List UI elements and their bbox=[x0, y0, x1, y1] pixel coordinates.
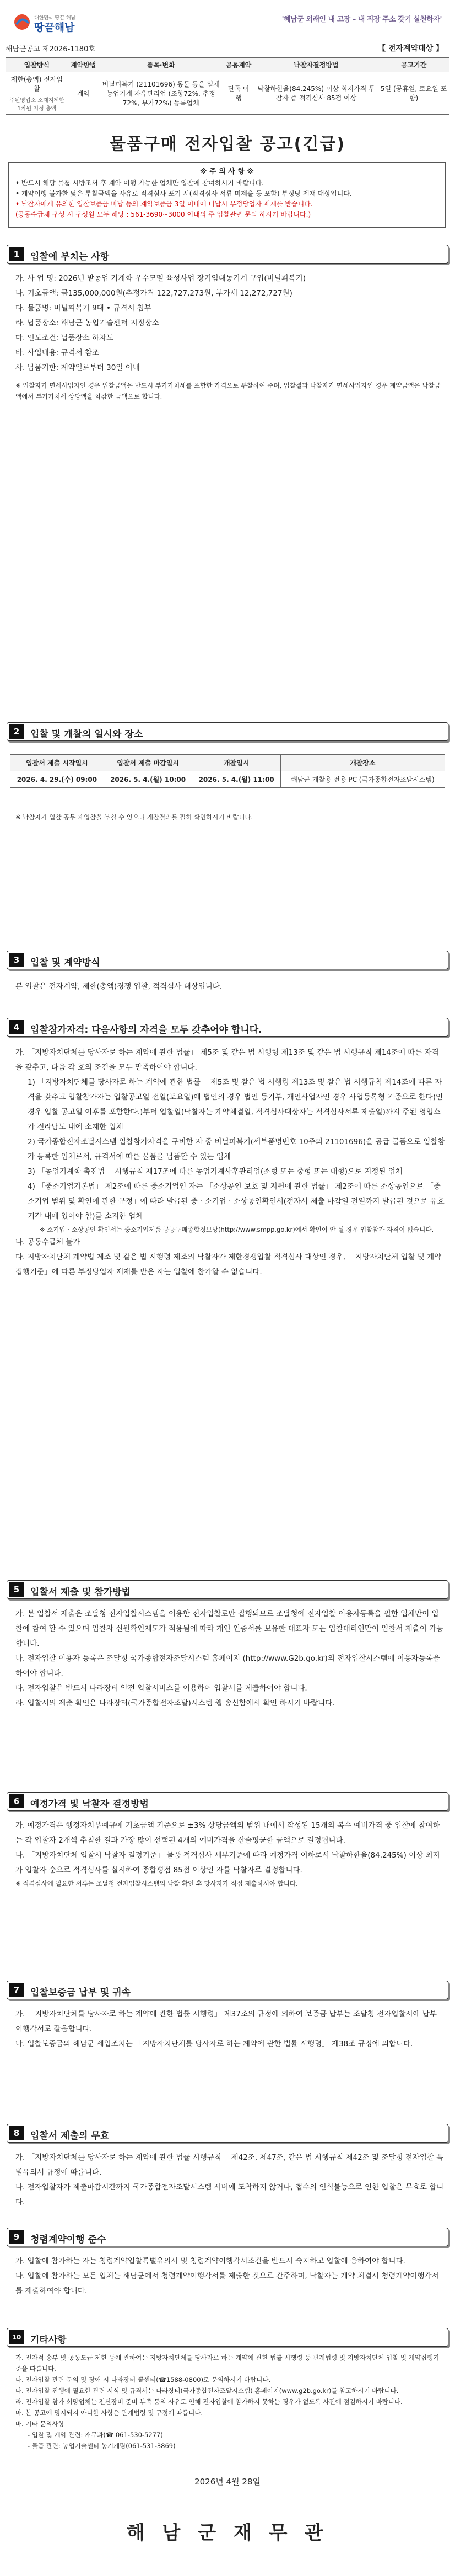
footer-date: 2026년 4월 28일 bbox=[194, 2477, 261, 2487]
section-title: 입찰참가자격: 다음사항의 자격을 모두 갖추어야 합니다. bbox=[30, 1024, 262, 1035]
section-title: 입찰서 제출 및 참가방법 bbox=[30, 1587, 131, 1598]
summary-table bbox=[6, 57, 449, 115]
notice-line: (공동수급체 구성 시 구성원 모두 해당 : 561-3690~3000 이내의 주 입찰관련 문의 하시기 바랍니다.) bbox=[15, 211, 311, 218]
section-number: 3 bbox=[9, 953, 24, 967]
s10-line: 가. 전자적 송부 및 공동도급 제한 등에 관하여는 지방자치단체를 당사자로 하는 계약에 관한 법률 시행령 등 관계법령 및 지방자치단체 입찰 및 계약집행기준을 따릅니다. bbox=[15, 2354, 440, 2373]
svg-text:땅끝해남: 땅끝해남 bbox=[34, 22, 75, 34]
s8-line: 나. 전자입찰자가 제출마감시간까지 국가종합전자조달시스템 서버에 도착하지 않거나, 접수의 인식불능으로 인한 입찰은 무효로 합니다. bbox=[15, 2183, 444, 2207]
section-4-body bbox=[15, 1045, 445, 1280]
summary-row bbox=[6, 72, 449, 115]
summary-header: 공고기간 bbox=[378, 58, 449, 72]
section-title: 입찰에 부치는 사항 bbox=[30, 251, 110, 262]
summary-header: 낙찰자결정방법 bbox=[254, 58, 378, 72]
schedule-row bbox=[10, 771, 445, 788]
s4-line: 다. 지방자치단체 계약법 제조 및 같은 법 시행령 제조의 낙찰자가 제한경쟁입찰 적격심사 대상인 경우, 「지방자치단체 입찰 및 계약 집행기준」에 따른 부정당업자 제재를 받은 자는 입찰에 참가할 수 없습니다. bbox=[15, 1253, 442, 1276]
section-7-body bbox=[15, 2007, 445, 2052]
schedule-header: 입찰서 제출 시작일시 bbox=[10, 755, 104, 771]
s10-line: 바. 기타 문의사항 bbox=[15, 2420, 64, 2428]
notice-line: • 계약이행 불가한 낮은 투찰금액을 사유로 적격심사 포기 시(적격심사 서류 미제출 등 포함) 부정당 제재 대상입니다. bbox=[15, 190, 352, 197]
section-title: 입찰 및 계약방식 bbox=[30, 957, 100, 968]
section-number: 10 bbox=[9, 2330, 24, 2344]
s4-line: 1) 「지방자치단체를 당사자로 하는 계약에 관한 법률」 제5조 및 같은 법 시행령 제13조 및 같은 법 시행규칙 제14조에 따른 자격을 갖추고 입찰참가자는 입찰공고일 전일(토요일)에 법인의 경우 법인 등기부, 개인사업자인 경우 사업등록형 기준으로 한다)인 경우 입찰 공고일 이후를 포함한다.)부터 입찰일(낙찰자는 계약체결일, 적격심사대상자는 적격심사서류 제출일)까지 주된 영업소가 전라남도 내에 소재한 업체 bbox=[28, 1078, 443, 1131]
notice-line: • 낙찰자에게 유의한 입찰보증금 미납 등의 계약보증금 3일 이내에 미납시 부정당업자 제재를 받습니다. bbox=[15, 200, 313, 208]
section-1-body bbox=[15, 271, 445, 402]
s1-line: 마. 인도조건: 납품장소 하차도 bbox=[15, 334, 114, 342]
summary-header: 계약방법 bbox=[68, 58, 99, 72]
section-header-1 bbox=[7, 245, 448, 264]
section-header-6 bbox=[7, 1792, 448, 1811]
summary-contract: 계약 bbox=[68, 72, 99, 115]
section-title: 입찰 및 개찰의 일시와 장소 bbox=[30, 729, 143, 740]
section-number: 2 bbox=[9, 724, 24, 739]
notice-box bbox=[8, 162, 446, 228]
section-number: 4 bbox=[9, 1020, 24, 1034]
section-header-4 bbox=[7, 1018, 448, 1037]
section-10-body bbox=[15, 2352, 445, 2451]
slogan: '해남군 외래인 내 고장 – 내 직장 주소 갖기 실천하자' bbox=[281, 15, 442, 24]
section-number: 9 bbox=[9, 2230, 24, 2244]
summary-header-row bbox=[6, 58, 449, 72]
section-number: 8 bbox=[9, 2126, 24, 2140]
schedule-cell: 2026. 5. 4.(월) 10:00 bbox=[104, 771, 192, 788]
s5-line: 가. 본 입찰서 제출은 조달청 전자입찰시스템을 이용한 전자입찰로만 집행되므로 조달청에 전자입찰 이용자등록을 필한 업체만이 입찰에 참여 할 수 있으며 입찰자 신원확인제도가 적용됨에 따라 개인 인증서를 보유한 대표자 또는 입찰대리인만이 입찰서 제출이 가능합니다. bbox=[15, 1609, 444, 1648]
notice-line: • 반드시 해당 물품 시방조서 후 계약 이행 가능한 업체만 입찰에 참여하시기 바랍니다. bbox=[15, 179, 264, 187]
schedule-note: ※ 낙찰자가 입찰 공무 재입찰을 부칠 수 있으니 개찰결과를 필히 확인하시기 바랍니다. bbox=[15, 813, 253, 821]
section-number: 1 bbox=[9, 247, 24, 261]
s4-note: ※ 소기업 · 소상공인 확인서는 중소기업제품 공공구매종합정보망(http://www.smpp.go.kr)에서 확인이 안 될 경우 입찰참가 자격이 없습니다. bbox=[40, 1226, 434, 1233]
s6-note: ※ 적격심사에 필요한 서류는 조달청 전자입찰시스템의 낙찰 확인 후 당사자가 직접 제출하셔야 합니다. bbox=[15, 1880, 298, 1887]
s4-line: 2) 국가종합전자조달시스템 입찰참가자격을 구비한 자 중 비닐피복기(세부품명번호 10주의 21101696)을 공급 물품으로 입찰참가 등록한 업체로서, 규격서에 따른 물품을 납품할 수 있는 업체 bbox=[28, 1137, 445, 1161]
s5-line: 다. 전자입찰은 반드시 나라장터 안전 입찰서비스를 이용하여 입찰서를 제출하여야 합니다. bbox=[15, 1684, 307, 1693]
s10-line: 다. 전자입찰 진행에 필요한 관련 서식 및 규격서는 나라장터(국가종합전자조달시스템) 홈페이지(www.g2b.go.kr)를 참고하시기 바랍니다. bbox=[15, 2387, 399, 2395]
s4-line: 나. 공동수급체 불가 bbox=[15, 1238, 80, 1247]
section-9-body bbox=[15, 2254, 445, 2299]
doc-number: 해남군공고 제2026-1180호 bbox=[6, 45, 95, 53]
summary-joint: 단독 이행 bbox=[223, 72, 254, 115]
s10-contact: - 물품 관련: 농업기술센터 농기계팀(061-531-3869) bbox=[28, 2442, 176, 2450]
section-header-9 bbox=[7, 2228, 448, 2246]
s9-line: 가. 입찰에 참가하는 자는 청렴계약입찰특별유의서 및 청렴계약이행각서조건을 반드시 숙지하고 입찰에 응하여야 합니다. bbox=[15, 2257, 405, 2266]
s4-line: 3) 「농업기계화 촉진법」 시행규칙 제17조에 따른 농업기계사후관리업(소형 또는 중형 또는 대형)으로 지정된 업체 bbox=[28, 1167, 403, 1176]
s6-line: 가. 예정가격은 행정자치부예규에 기초금액 기준으로 ±3% 상당금액의 범위 내에서 작성된 15개의 복수 예비가격 중 입찰에 참여하는 각 입찰자 2개씩 추첨한 결과 가장 많이 선택된 4개의 예비가격을 산술평균한 금액으로 결정됩니다. bbox=[15, 1821, 440, 1845]
section-number: 7 bbox=[9, 1983, 24, 1997]
schedule-cell: 2026. 4. 29.(수) 09:00 bbox=[10, 771, 104, 788]
schedule-header-row bbox=[10, 755, 445, 771]
section-header-7 bbox=[7, 1981, 448, 1999]
page-title: 물품구매 전자입찰 공고(긴급) bbox=[109, 135, 346, 154]
schedule-header: 개찰일시 bbox=[192, 755, 281, 771]
summary-period: 5일 (공휴일, 토요일 포함) bbox=[378, 72, 449, 115]
s1-note: ※ 입찰자가 면세사업자인 경우 입찰금액은 반드시 부가가치세를 포함한 가격으로 투찰하여 주며, 입찰결과 낙찰자가 면세사업자인 경우 계약금액은 낙찰금액에서 부가가치세 상당액을 차감한 금액으로 합니다. bbox=[15, 382, 441, 400]
s1-line: 바. 사업내용: 규격서 참조 bbox=[15, 348, 100, 357]
s10-contact: - 입찰 및 계약 관련: 재무과(☎ 061-530-5277) bbox=[28, 2431, 163, 2439]
section-title: 청렴계약이행 준수 bbox=[30, 2234, 106, 2245]
schedule-header: 개찰장소 bbox=[280, 755, 445, 771]
footer-org: 해 남 군 재 무 관 bbox=[126, 2522, 329, 2544]
notice-title: ※ 주 의 사 항 ※ bbox=[199, 168, 254, 176]
s10-line: 라. 전자입찰 참가 희망업체는 전산장비 준비 부족 등의 사유로 인해 전자입찰에 참가하지 못하는 경우가 없도록 사전에 점검하시기 바랍니다. bbox=[15, 2398, 403, 2406]
section-title: 입찰보증금 납부 및 귀속 bbox=[30, 1987, 131, 1998]
s9-line: 나. 입찰에 참가하는 모든 업체는 해남군에서 청렴계약이행각서를 제출한 것으로 간주하며, 낙찰자는 계약 체결시 청렴계약이행각서를 제출하여야 합니다. bbox=[15, 2272, 439, 2295]
section-number: 5 bbox=[9, 1582, 24, 1597]
svg-text:대한민국 땅끝 해남: 대한민국 땅끝 해남 bbox=[34, 15, 76, 21]
s5-line: 라. 입찰서의 제출 확인은 나라장터(국가종합전자조달)시스템 웹 송신함에서 확인 하시기 바랍니다. bbox=[15, 1699, 335, 1708]
section-title: 입찰서 제출의 무효 bbox=[30, 2130, 110, 2142]
method-note: 주된영업소 소재지제한 1차원 지정 총액 bbox=[9, 98, 64, 112]
section-title: 예정가격 및 낙찰자 결정방법 bbox=[30, 1799, 149, 1810]
summary-method bbox=[6, 72, 68, 115]
s1-line: 사. 납품기한: 계약일로부터 30일 이내 bbox=[15, 363, 140, 372]
summary-header: 공동계약 bbox=[223, 58, 254, 72]
s1-line: 다. 물품명: 비닐피복기 9대 • 규격서 첨부 bbox=[15, 304, 151, 313]
s10-line: 나. 전자입찰 관련 문의 및 장애 시 나라장터 콜센터(☎1588-0800)로 문의하시기 바랍니다. bbox=[15, 2376, 271, 2384]
s7-line: 나. 입찰보증금의 해남군 세입조치는 「지방자치단체를 당사자로 하는 계약에 관한 법률 시행령」 제38조 규정에 의합니다. bbox=[15, 2040, 413, 2048]
s4-line: 가. 「지방자치단체를 당사자로 하는 계약에 관한 법률」 제5조 및 같은 법 시행령 제13조 및 같은 법 시행규칙 제14조에 따른 자격을 갖추고, 다음 각 호의 조건을 모두 만족하여야 합니다. bbox=[15, 1048, 439, 1072]
method-text: 제한(총액) 전자입찰 bbox=[10, 76, 63, 93]
s4-line: 4) 「중소기업기본법」 제2조에 따른 중소기업인 자는 「소상공인 보호 및 지원에 관한 법률」 제2조에 따른 소상공인으로 「중소기업 범위 및 확인에 관한 규정」에 따라 발급된 중 · 소기업 · 소상공인확인서(전자서 제출 마감일 전일까지 발급된 것으로 유효기간 내에 있어야 함)를 소지한 업체 bbox=[28, 1182, 445, 1221]
section-header-5 bbox=[7, 1580, 448, 1599]
section-header-2 bbox=[7, 722, 448, 741]
schedule-table bbox=[10, 754, 445, 788]
section-5-body bbox=[15, 1607, 445, 1711]
summary-header: 품목·변화 bbox=[99, 58, 223, 72]
section-header-10 bbox=[7, 2328, 448, 2347]
category-tag: 【 전자계약대상 】 bbox=[372, 41, 449, 55]
schedule-header: 입찰서 제출 마감일시 bbox=[104, 755, 192, 771]
s6-line: 나. 「지방자치단체 입찰시 낙찰자 결정기준」 물품 적격심사 세부기준에 따라 예정가격 이하로서 낙찰하한율(84.245%) 이상 최저가 입찰자 순으로 적격심사를 실시하여 종합평점 85점 이상인 자를 낙찰자로 결정합니다. bbox=[15, 1851, 440, 1875]
section-8-body bbox=[15, 2150, 445, 2210]
section-header-8 bbox=[7, 2124, 448, 2143]
section-header-3 bbox=[7, 951, 448, 969]
s8-line: 가. 「지방자치단체를 당사자로 하는 계약에 관한 법률 시행규칙」 제42조, 제47조, 같은 법 시행규칙 제42조 및 조달청 전자입찰 특별유의서 규정에 따릅니다. bbox=[15, 2153, 444, 2177]
meta-row bbox=[6, 41, 449, 54]
s1-line: 나. 기초금액: 금135,000,000원(추정가격 122,727,273원, 부가세 12,272,727원) bbox=[15, 289, 292, 298]
section-6-body bbox=[15, 1818, 445, 1889]
section-title: 기타사항 bbox=[30, 2334, 67, 2346]
summary-header: 입찰방식 bbox=[6, 58, 68, 72]
s1-line: 가. 사 업 명: 2026년 밭농업 기계화 우수모델 육성사업 장기임대농기계 구입(비닐피복기) bbox=[15, 274, 306, 283]
s7-line: 가. 「지방자치단체를 당사자로 하는 계약에 관한 법률 시행령」 제37조의 규정에 의하여 보증금 납부는 조달청 전자입찰서에 납부 이행각서로 갈음합니다. bbox=[15, 2010, 437, 2033]
schedule-cell: 해남군 개찰용 전용 PC (국가종합전자조달시스템) bbox=[280, 771, 445, 788]
haenam-logo-icon bbox=[12, 10, 122, 35]
section-3-body: 본 입찰은 전자계약, 제한(총액)경쟁 입찰, 적격심사 대상입니다. bbox=[15, 982, 223, 991]
s10-line: 마. 본 공고에 명시되지 아니한 사항은 관계법령 및 규정에 따릅니다. bbox=[15, 2409, 203, 2417]
summary-item: 비닐피복기 (21101696) 동물 등을 일체 농업기계 자유관리업 (조항72%, 추정72%, 부가72%) 등록업체 bbox=[99, 72, 223, 115]
section-number: 6 bbox=[9, 1794, 24, 1808]
schedule-cell: 2026. 5. 4.(월) 11:00 bbox=[192, 771, 281, 788]
s1-line: 라. 납품장소: 해남군 농업기술센터 지정장소 bbox=[15, 319, 159, 328]
summary-decision: 낙찰하한율(84.245%) 이상 최저가격 투찰자 중 적격심사 85점 이상 bbox=[254, 72, 378, 115]
s5-line: 나. 전자입찰 이용자 등록은 조달청 국가종합전자조달시스템 홈페이지 (http://www.G2b.go.kr)의 전자입찰시스템에 이용자등록을 하여야 합니다. bbox=[15, 1654, 440, 1678]
